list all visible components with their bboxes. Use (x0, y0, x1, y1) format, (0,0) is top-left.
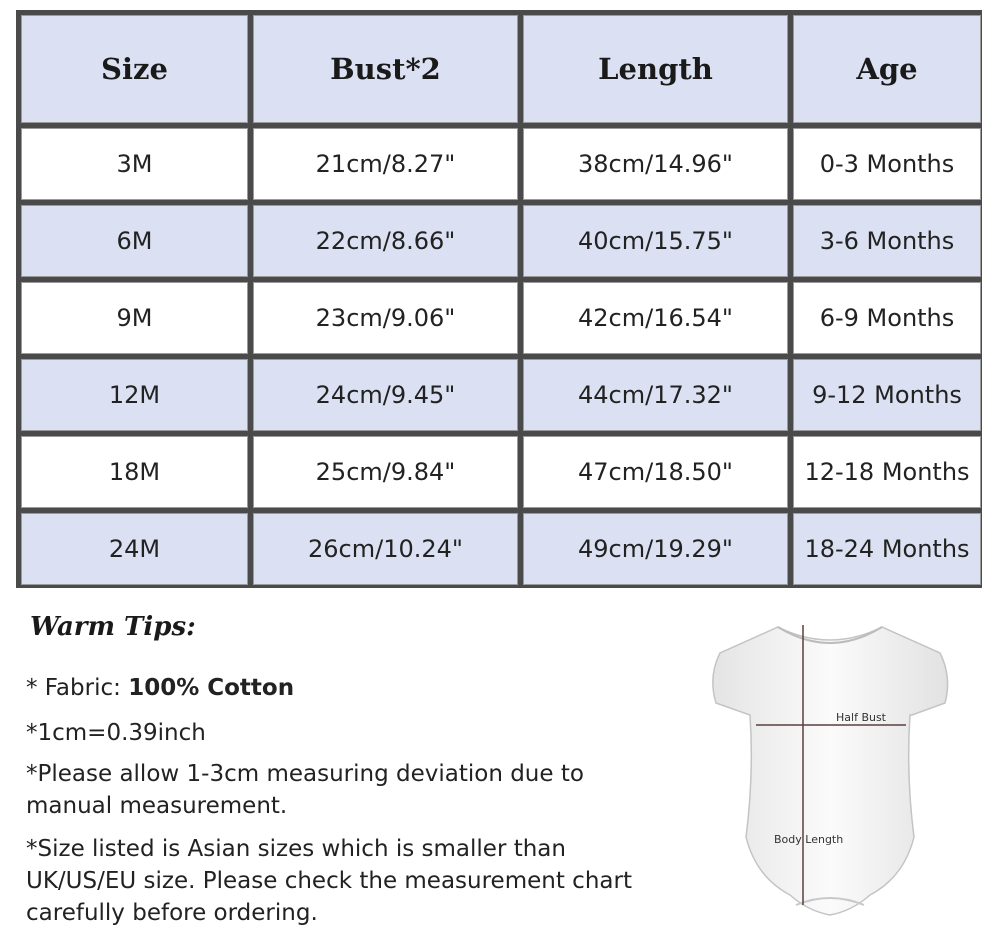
header-bust: Bust*2 (253, 15, 518, 123)
cell-age: 12-18 Months (793, 436, 981, 508)
cell-bust: 24cm/9.45" (253, 359, 518, 431)
body-length-label: Body Length (774, 833, 844, 846)
header-size: Size (21, 15, 248, 123)
cell-bust: 22cm/8.66" (253, 205, 518, 277)
cell-length: 38cm/14.96" (523, 128, 788, 200)
header-age: Age (793, 15, 981, 123)
cell-age: 6-9 Months (793, 282, 981, 354)
cell-bust: 23cm/9.06" (253, 282, 518, 354)
cell-length: 42cm/16.54" (523, 282, 788, 354)
cell-length: 40cm/15.75" (523, 205, 788, 277)
cell-size: 24M (21, 513, 248, 585)
tip-conversion: *1cm=0.39inch (26, 720, 206, 746)
header-length: Length (523, 15, 788, 123)
cell-age: 18-24 Months (793, 513, 981, 585)
cell-bust: 26cm/10.24" (253, 513, 518, 585)
cell-bust: 25cm/9.84" (253, 436, 518, 508)
tip-fabric (26, 672, 294, 704)
cell-age: 0-3 Months (793, 128, 981, 200)
cell-length: 44cm/17.32" (523, 359, 788, 431)
cell-size: 3M (21, 128, 248, 200)
cell-size: 18M (21, 436, 248, 508)
warm-tips-title: Warm Tips: (30, 612, 196, 642)
cell-size: 9M (21, 282, 248, 354)
cell-age: 9-12 Months (793, 359, 981, 431)
size-chart-table (16, 10, 982, 588)
tip-fabric-label: * Fabric: (26, 675, 129, 701)
half-bust-label: Half Bust (836, 711, 886, 724)
cell-bust: 21cm/8.27" (253, 128, 518, 200)
bodysuit-icon (713, 627, 948, 915)
cell-age: 3-6 Months (793, 205, 981, 277)
cell-length: 49cm/19.29" (523, 513, 788, 585)
bodysuit-diagram (700, 615, 960, 930)
cell-length: 47cm/18.50" (523, 436, 788, 508)
cell-size: 12M (21, 359, 248, 431)
tip-deviation: *Please allow 1-3cm measuring deviation due to manual measurement. (26, 761, 584, 819)
tip-fabric-value: 100% Cotton (128, 675, 295, 701)
tip-asian-size: *Size listed is Asian sizes which is smaller than UK/US/EU size. Please check the measurement chart carefully before ordering. (26, 836, 632, 926)
cell-size: 6M (21, 205, 248, 277)
